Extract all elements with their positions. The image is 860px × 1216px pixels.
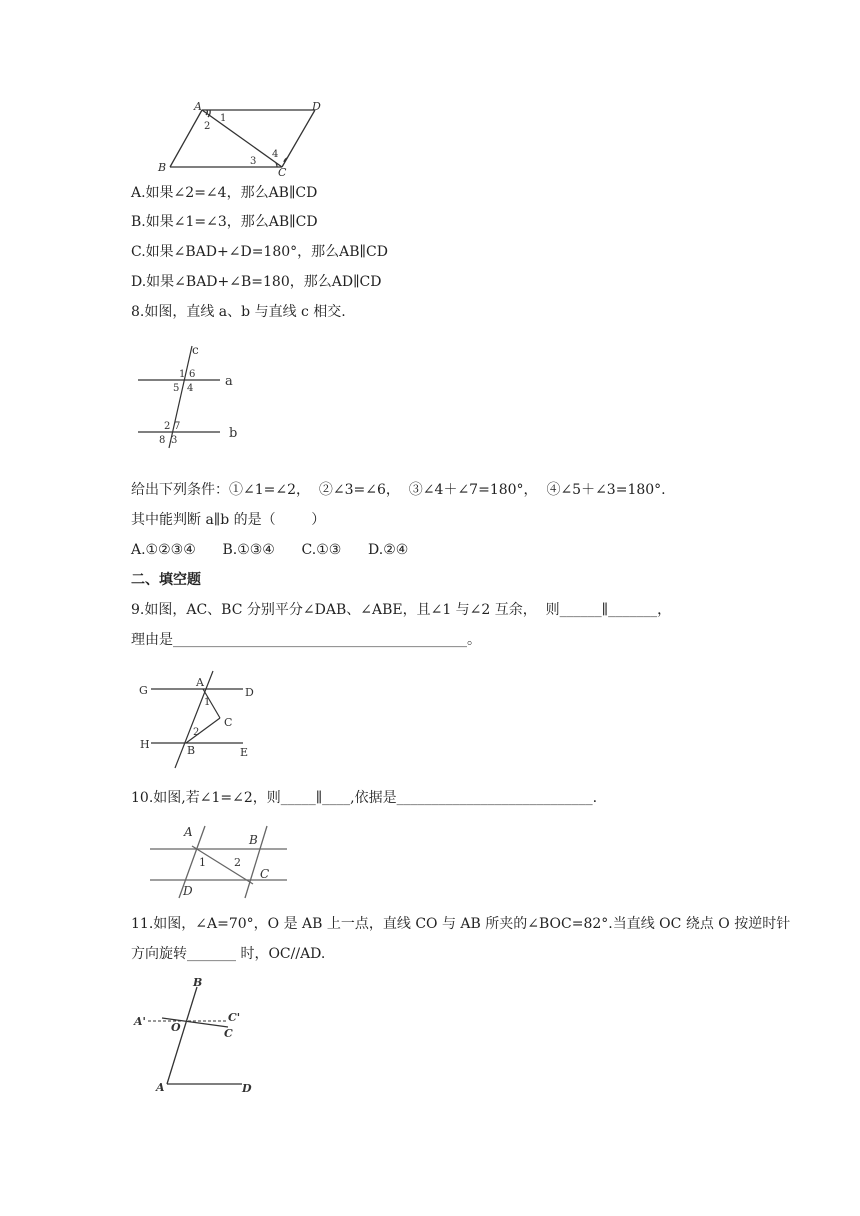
q9-figure — [135, 668, 265, 773]
q7-label-A: A — [194, 100, 202, 113]
q9-angle-2: 2 — [193, 727, 200, 738]
q8-angle-7: 7 — [174, 421, 181, 432]
q7-option-d: D.如果∠BAD+∠B=180，那么AD∥CD — [131, 274, 382, 290]
q11-label-B: B — [193, 976, 203, 989]
q8-angle-8: 8 — [159, 435, 166, 446]
q8-angle-3: 3 — [171, 435, 178, 446]
q8-options: A.①②③④ B.①③④ C.①③ D.②④ — [131, 542, 409, 558]
q7-label-B: B — [158, 161, 167, 174]
q9-label-A: A — [196, 676, 204, 689]
q9-label-C: C — [224, 716, 233, 729]
q7-angle-4: 4 — [272, 149, 279, 160]
q8-angle-6: 6 — [189, 369, 196, 380]
q10-angle-1: 1 — [199, 856, 206, 869]
q7-angle-3: 3 — [250, 156, 257, 167]
q8-label-a: a — [225, 374, 233, 389]
q10-label-D: D — [183, 884, 193, 898]
q11-label-C: C — [224, 1027, 233, 1040]
q8-angle-4: 4 — [187, 383, 194, 394]
q9-label-D: D — [245, 686, 254, 699]
q7-option-c: C.如果∠BAD+∠D=180°，那么AB∥CD — [131, 244, 388, 260]
q9-label-H: H — [140, 738, 150, 751]
q10-label-C: C — [260, 867, 270, 881]
q8-conditions: 给出下列条件：①∠1=∠2， ②∠3=∠6， ③∠4＋∠7=180°， ④∠5＋∠3=180°. — [131, 482, 666, 498]
q9-angle-1: 1 — [204, 697, 211, 708]
q7-angle-1: 1 — [220, 113, 227, 124]
q8-label-b: b — [229, 426, 238, 441]
q10-line1: 10.如图,若∠1=∠2，则_____∥____,依据是____________________________. — [131, 790, 598, 806]
q8-angle-5: 5 — [173, 383, 180, 394]
q9-line2: 理由是__________________________________________。 — [131, 632, 481, 648]
q11-label-C-prime: C' — [228, 1011, 241, 1024]
q8-label-c: c — [192, 343, 199, 357]
q7-angle-2: 2 — [204, 121, 211, 132]
q9-line1: 9.如图，AC、BC 分别平分∠DAB、∠ABE，且∠1 与∠2 互余， 则______∥_______， — [131, 602, 672, 618]
q8-question: 其中能判断 a∥b 的是（ ） — [131, 512, 326, 528]
q8-angle-2: 2 — [164, 421, 171, 432]
section-title: 二、填空题 — [131, 572, 201, 588]
q10-angle-2: 2 — [234, 856, 241, 869]
q11-label-A: A — [156, 1081, 165, 1094]
q7-parallelogram-figure — [150, 96, 340, 179]
q10-label-A: A — [184, 825, 193, 839]
q11-label-O: O — [171, 1021, 181, 1034]
q11-label-A-prime: A' — [134, 1015, 146, 1028]
q11-figure — [130, 974, 270, 1094]
q11-label-D: D — [242, 1082, 252, 1095]
q9-label-G: G — [139, 684, 148, 697]
q8-angle-1: 1 — [179, 369, 186, 380]
q9-label-B: B — [187, 744, 196, 757]
q8-transversal-figure — [130, 340, 260, 450]
q7-label-D: D — [312, 100, 321, 113]
q11-line1: 11.如图，∠A=70°，O 是 AB 上一点，直线 CO 与 AB 所夹的∠BOC=82°.当直线 OC 绕点 O 按逆时针 — [131, 916, 791, 932]
q7-label-C: C — [278, 166, 287, 179]
q10-figure — [145, 822, 295, 902]
q9-label-E: E — [240, 746, 249, 759]
q10-label-B: B — [249, 833, 258, 847]
q7-option-a: A.如果∠2=∠4，那么AB∥CD — [131, 185, 318, 201]
q7-option-b: B.如果∠1=∠3，那么AB∥CD — [131, 214, 318, 230]
q11-line2: 方向旋转_______ 时，OC//AD. — [131, 946, 326, 962]
q8-stem: 8.如图，直线 a、b 与直线 c 相交. — [131, 304, 346, 320]
